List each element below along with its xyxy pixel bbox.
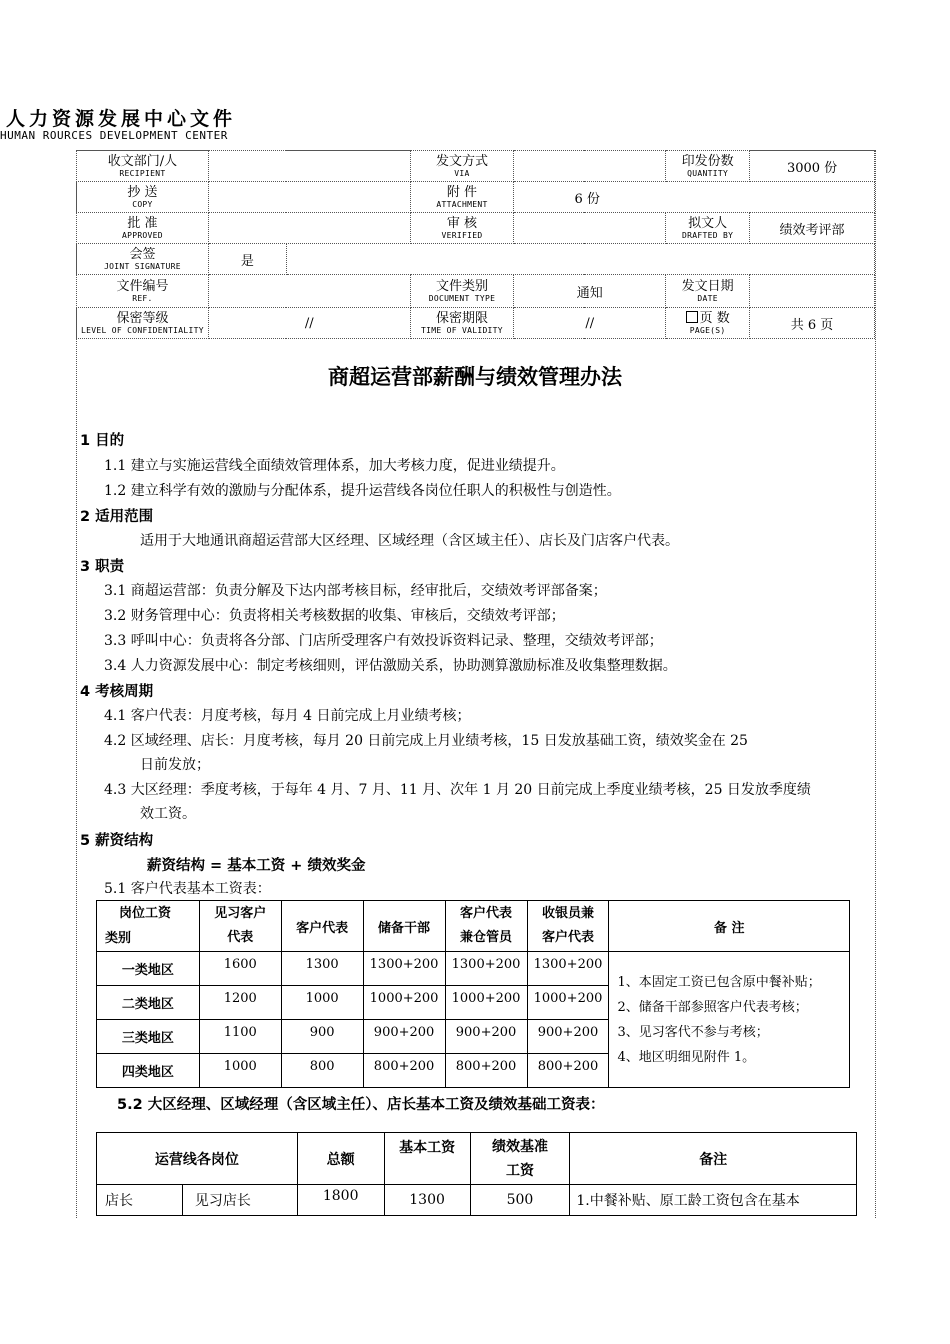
drafted-label: 拟文人 DRAFTED BY (666, 213, 750, 244)
section-heading-1: 1 目的 (80, 433, 125, 449)
approved-value (208, 213, 410, 244)
table-cell: 900+200 (445, 1020, 527, 1054)
column-header: 见习客户 代表 (199, 901, 281, 952)
quantity-label: 印发份数 QUANTITY (666, 151, 750, 182)
column-header: 储备干部 (363, 901, 445, 952)
paragraph-4-1: 4.1 客户代表：月度考核，每月 4 日前完成上月业绩考核； (104, 708, 471, 724)
table-cell: 1000 (199, 1054, 281, 1088)
row-label: 四类地区 (97, 1054, 200, 1088)
table-cell: 店长 (97, 1185, 183, 1216)
table-cell: 900+200 (527, 1020, 609, 1054)
verified-label: 审 核 VERIFIED (410, 213, 514, 244)
table-cell: 800+200 (445, 1054, 527, 1088)
joint-signature-label: 会签 JOINT SIGNATURE (77, 244, 209, 275)
paragraph-3-2: 3.2 财务管理中心：负责将相关考核数据的收集、审核后，交绩效考评部； (104, 608, 565, 624)
table-cell: 500 (470, 1185, 570, 1216)
notes-header: 备注 (570, 1133, 857, 1185)
doctype-value: 通知 (514, 275, 666, 308)
recipient-label: 收文部门/人 RECIPIENT (77, 151, 209, 182)
paragraph-4-2-line-1: 4.2 区域经理、店长：月度考核，每月 20 日前完成上月业绩考核，15 日发放基础工资，绩效奖金在 25 (104, 733, 748, 749)
note-line: 1、本固定工资已包含原中餐补贴； (617, 974, 821, 990)
column-header: 收银员兼 客户代表 (527, 901, 609, 952)
performance-base-header: 绩效基准 工资 (470, 1133, 570, 1185)
notes-header: 备 注 (609, 901, 850, 952)
base-salary-header: 基本工资 (384, 1133, 470, 1185)
manager-salary-table (96, 1132, 857, 1216)
paragraph-4-2-line-2: 日前发放； (140, 757, 210, 773)
attachment-label: 附 件 ATTACHMENT (410, 182, 514, 213)
row-label: 三类地区 (97, 1020, 200, 1054)
attachment-value: 6 份 (514, 182, 875, 213)
checkbox-icon (686, 311, 698, 323)
section-heading-5: 5 薪资结构 (80, 833, 154, 849)
table-cell: 800+200 (527, 1054, 609, 1088)
paragraph-4-3-line-2: 效工资。 (140, 806, 196, 822)
paragraph-4-3-line-1: 4.3 大区经理：季度考核，于每年 4 月、7 月、11 月、次年 1 月 20 日前完成上季度业绩考核，25 日发放季度绩 (104, 782, 811, 798)
row-label: 一类地区 (97, 952, 200, 986)
joint-signature-empty (286, 244, 874, 275)
table-cell: 见习店长 (182, 1185, 297, 1216)
section-heading-3: 3 职责 (80, 559, 125, 575)
date-label: 发文日期 DATE (666, 275, 750, 308)
org-subtitle: HUMAN ROURCES DEVELOPMENT CENTER (0, 129, 228, 142)
table-cell: 1300+200 (445, 952, 527, 986)
table-cell: 1000 (281, 986, 363, 1020)
paragraph-1-1: 1.1 建立与实施运营线全面绩效管理体系，加大考核力度，促进业绩提升。 (104, 458, 565, 474)
section-heading-2: 2 适用范围 (80, 509, 154, 525)
doctype-label: 文件类别 DOCUMENT TYPE (410, 275, 514, 308)
table-cell: 900+200 (363, 1020, 445, 1054)
note-line: 3、见习客代不参与考核； (617, 1024, 769, 1040)
ref-label: 文件编号 REF. (77, 275, 209, 308)
table-cell: 1.中餐补贴、原工龄工资包含在基本 (570, 1185, 857, 1216)
customer-rep-salary-table (96, 900, 850, 1088)
table-cell: 1300 (281, 952, 363, 986)
paragraph-3-4: 3.4 人力资源发展中心：制定考核细则，评估激励关系，协助测算激励标准及收集整理数据。 (104, 658, 677, 674)
column-header: 客户代表 兼仓管员 (445, 901, 527, 952)
position-header: 运营线各岗位 (97, 1133, 298, 1185)
org-title: 人力资源发展中心文件 (6, 108, 237, 130)
table-cell: 1000+200 (363, 986, 445, 1020)
table-cell: 1300+200 (527, 952, 609, 986)
table-header-corner: 岗位工资 类别 (97, 901, 200, 952)
table-cell: 1000+200 (445, 986, 527, 1020)
recipient-value (208, 151, 410, 182)
table-cell: 900 (281, 1020, 363, 1054)
via-label: 发文方式 VIA (410, 151, 514, 182)
table-2-caption: 5.2 大区经理、区域经理（含区域主任）、店长基本工资及绩效基础工资表： (117, 1097, 605, 1113)
table-cell: 1000+200 (527, 986, 609, 1020)
table-cell: 1200 (199, 986, 281, 1020)
validity-label: 保密期限 TIME OF VALIDITY (410, 308, 514, 339)
table-cell: 1100 (199, 1020, 281, 1054)
salary-formula: 薪资结构 = 基本工资 + 绩效奖金 (147, 858, 366, 874)
approved-label: 批 准 APPROVED (77, 213, 209, 244)
pages-label: 页 数 PAGE(S) (666, 308, 750, 339)
note-line: 4、地区明细见附件 1。 (617, 1049, 756, 1065)
table-cell: 800+200 (363, 1054, 445, 1088)
ref-value (208, 275, 410, 308)
row-label: 二类地区 (97, 986, 200, 1020)
table-cell: 1300+200 (363, 952, 445, 986)
confidentiality-label: 保密等级 LEVEL OF CONFIDENTIALITY (77, 308, 209, 339)
paragraph-1-2: 1.2 建立科学有效的激励与分配体系，提升运营线各岗位任职人的积极性与创造性。 (104, 483, 621, 499)
date-value (750, 275, 875, 308)
table-cell: 1800 (297, 1185, 384, 1216)
document-title: 商超运营部薪酬与绩效管理办法 (328, 364, 622, 389)
document-meta-table (76, 150, 875, 339)
confidentiality-value: // (208, 308, 410, 339)
paragraph-2: 适用于大地通讯商超运营部大区经理、区域经理（含区域主任）、店长及门店客户代表。 (140, 533, 679, 549)
drafted-value: 绩效考评部 (750, 213, 875, 244)
table-1-caption: 5.1 客户代表基本工资表： (104, 881, 271, 897)
table-cell: 1300 (384, 1185, 470, 1216)
note-line: 2、储备干部参照客户代表考核； (617, 999, 808, 1015)
pages-value: 共 6 页 (750, 308, 875, 339)
quantity-value: 3000 份 (750, 151, 875, 182)
paragraph-3-3: 3.3 呼叫中心：负责将各分部、门店所受理客户有效投诉资料记录、整理，交绩效考评部； (104, 633, 663, 649)
column-header: 客户代表 (281, 901, 363, 952)
table-cell: 1600 (199, 952, 281, 986)
total-header: 总额 (297, 1133, 384, 1185)
via-value (514, 151, 666, 182)
notes-cell (609, 952, 850, 1088)
copy-value (208, 182, 410, 213)
verified-value (514, 213, 666, 244)
validity-value: // (514, 308, 666, 339)
paragraph-3-1: 3.1 商超运营部：负责分解及下达内部考核目标，经审批后，交绩效考评部备案； (104, 583, 607, 599)
table-cell: 800 (281, 1054, 363, 1088)
section-heading-4: 4 考核周期 (80, 684, 154, 700)
joint-signature-value: 是 (208, 244, 286, 275)
copy-label: 抄 送 COPY (77, 182, 209, 213)
